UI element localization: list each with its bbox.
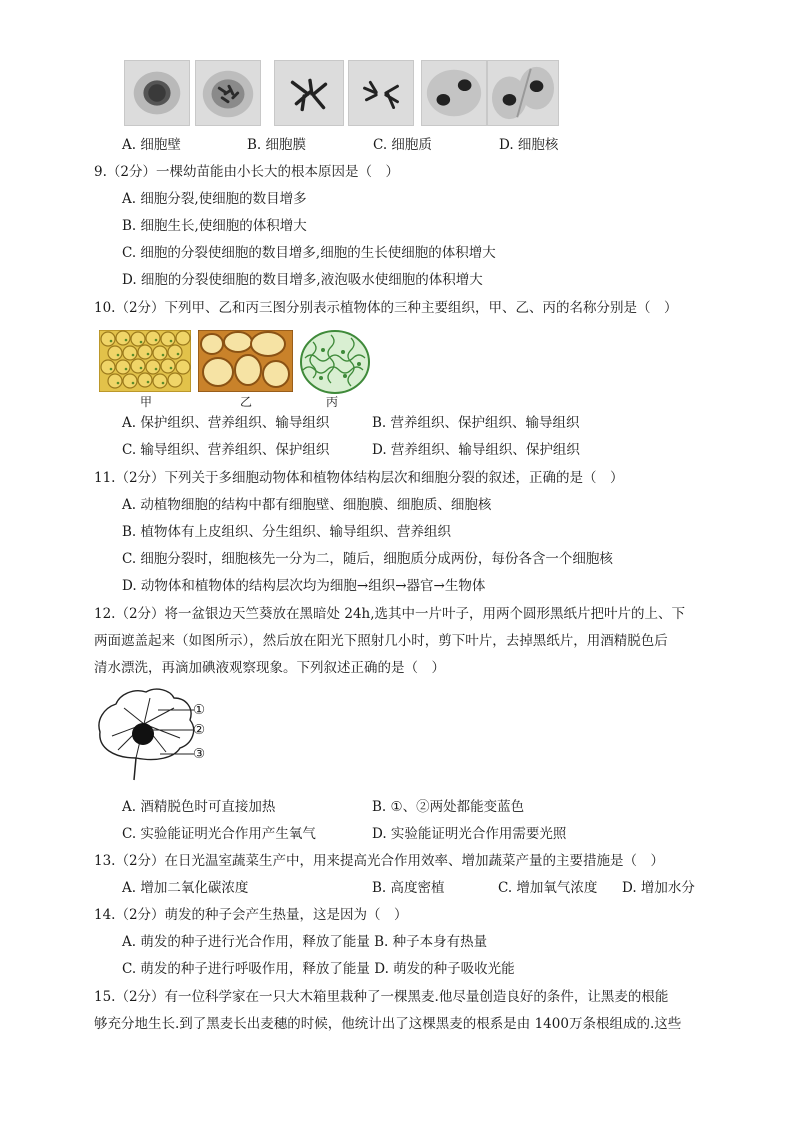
q9-option-b[interactable]: B. 细胞生长,使细胞的体积增大 bbox=[122, 218, 307, 234]
q10-option-c[interactable]: C. 输导组织、营养组织、保护组织 bbox=[122, 442, 330, 458]
q10-option-a[interactable]: A. 保护组织、营养组织、输导组织 bbox=[122, 415, 330, 431]
q12-stem-line1: 12.（2分）将一盆银边天竺葵放在黑暗处 24h,选其中一片叶子，用两个圆形黑纸片把叶片的上、下 bbox=[94, 606, 686, 622]
q11-option-b[interactable]: B. 植物体有上皮组织、分生组织、输导组织、营养组织 bbox=[122, 524, 452, 540]
mitosis-stage-1-image bbox=[124, 60, 190, 126]
q14-options-row1[interactable]: A. 萌发的种子进行光合作用，释放了能量 B. 种子本身有热量 bbox=[122, 934, 488, 950]
q13-option-c[interactable]: C. 增加氧气浓度 bbox=[498, 880, 598, 896]
mitosis-stage-2-image bbox=[195, 60, 261, 126]
q11-option-d[interactable]: D. 动物体和植物体的结构层次均为细胞→组织→器官→生物体 bbox=[122, 578, 486, 594]
q12-stem-line3: 清水漂洗，再滴加碘液观察现象。下列叙述正确的是（ ） bbox=[94, 660, 445, 676]
tissue-image-bing bbox=[299, 330, 371, 394]
mitosis-stage-5-image bbox=[421, 60, 487, 126]
q8-option-b[interactable]: B. 细胞膜 bbox=[247, 137, 307, 153]
q15-stem-line2: 够充分地生长.到了黑麦长出麦穗的时候，他统计出了这棵黑麦的根系是由 1400万条根组成的.这些 bbox=[94, 1016, 682, 1032]
q12-option-c[interactable]: C. 实验能证明光合作用产生氧气 bbox=[122, 826, 316, 842]
q8-option-d[interactable]: D. 细胞核 bbox=[499, 137, 559, 153]
q13-option-d[interactable]: D. 增加水分 bbox=[622, 880, 695, 896]
q10-stem: 10.（2分）下列甲、乙和丙三图分别表示植物体的三种主要组织，甲、乙、丙的名称分别是（ ） bbox=[94, 300, 678, 316]
q13-stem: 13.（2分）在日光温室蔬菜生产中，用来提高光合作用效率、增加蔬菜产量的主要措施是（ ） bbox=[94, 853, 665, 869]
tissue-label-yi: 乙 bbox=[240, 395, 253, 409]
tissue-image-yi bbox=[198, 330, 293, 392]
q9-option-d[interactable]: D. 细胞的分裂使细胞的数目增多,液泡吸水使细胞的体积增大 bbox=[122, 272, 483, 288]
q9-option-a[interactable]: A. 细胞分裂,使细胞的数目增多 bbox=[122, 191, 307, 207]
q15-stem-line1: 15.（2分）有一位科学家在一只大木箱里栽种了一棵黑麦.他尽量创造良好的条件，让黑麦的根能 bbox=[94, 989, 669, 1005]
mitosis-stage-3-image bbox=[274, 60, 344, 126]
q8-option-c[interactable]: C. 细胞质 bbox=[373, 137, 432, 153]
tissue-label-jia: 甲 bbox=[140, 395, 153, 409]
leaf-label-2: ② bbox=[193, 722, 206, 738]
q10-option-d[interactable]: D. 营养组织、输导组织、保护组织 bbox=[372, 442, 580, 458]
q12-stem-line2: 两面遮盖起来（如图所示），然后放在阳光下照射几小时，剪下叶片，去掉黑纸片，用酒精脱色后 bbox=[94, 633, 668, 649]
q11-option-a[interactable]: A. 动植物细胞的结构中都有细胞壁、细胞膜、细胞质、细胞核 bbox=[122, 497, 492, 513]
mitosis-stage-4-image bbox=[348, 60, 414, 126]
leaf-label-3: ③ bbox=[193, 746, 206, 762]
q9-stem: 9.（2分）一棵幼苗能由小长大的根本原因是（ ） bbox=[94, 164, 399, 180]
q8-option-a[interactable]: A. 细胞壁 bbox=[122, 137, 181, 153]
q13-option-b[interactable]: B. 高度密植 bbox=[372, 880, 445, 896]
leaf-label-1: ① bbox=[193, 702, 206, 718]
q12-option-b[interactable]: B. ①、②两处都能变蓝色 bbox=[372, 799, 525, 815]
q14-stem: 14.（2分）萌发的种子会产生热量，这是因为（ ） bbox=[94, 907, 408, 923]
q13-option-a[interactable]: A. 增加二氧化碳浓度 bbox=[122, 880, 249, 896]
q11-option-c[interactable]: C. 细胞分裂时，细胞核先一分为二，随后，细胞质分成两份，每份各含一个细胞核 bbox=[122, 551, 613, 567]
q12-option-d[interactable]: D. 实验能证明光合作用需要光照 bbox=[372, 826, 567, 842]
tissue-image-jia bbox=[99, 330, 191, 392]
q9-option-c[interactable]: C. 细胞的分裂使细胞的数目增多,细胞的生长使细胞的体积增大 bbox=[122, 245, 496, 261]
q10-option-b[interactable]: B. 营养组织、保护组织、输导组织 bbox=[372, 415, 580, 431]
q11-stem: 11.（2分）下列关于多细胞动物体和植物体结构层次和细胞分裂的叙述，正确的是（ ） bbox=[94, 470, 624, 486]
tissue-label-bing: 丙 bbox=[326, 395, 339, 409]
q14-options-row2[interactable]: C. 萌发的种子进行呼吸作用，释放了能量 D. 萌发的种子吸收光能 bbox=[122, 961, 515, 977]
q12-option-a[interactable]: A. 酒精脱色时可直接加热 bbox=[122, 799, 276, 815]
mitosis-stage-6-image bbox=[487, 60, 559, 126]
